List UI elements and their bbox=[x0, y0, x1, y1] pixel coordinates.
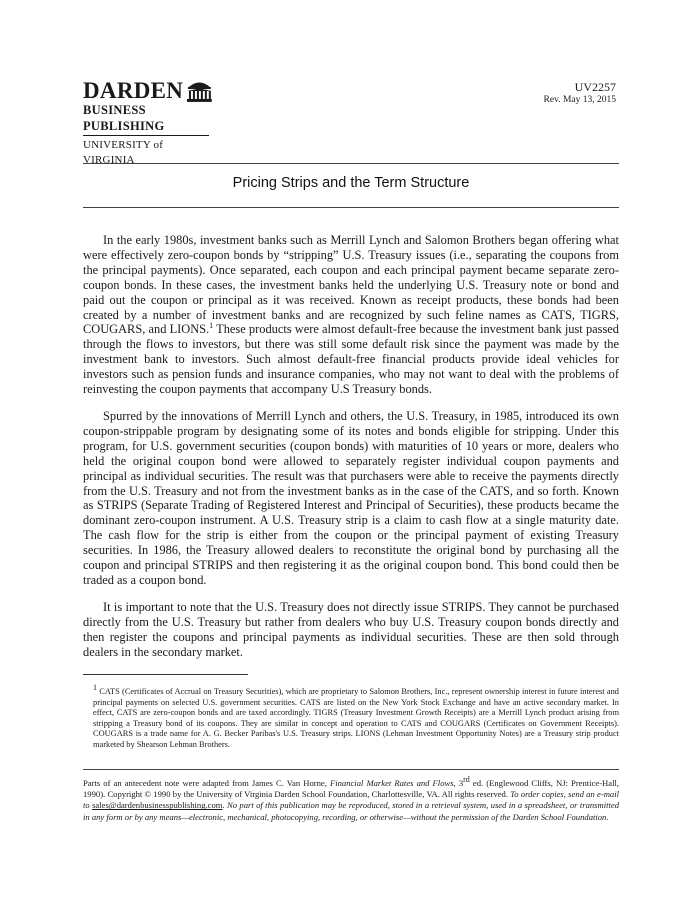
logo-business-publishing: BUSINESS PUBLISHING bbox=[83, 102, 209, 136]
paragraph-2: Spurred by the innovations of Merrill Lynch and others, the U.S. Treasury, in 1985, introduced its own coupon-strippable program by designating some of its notes and bonds eligible for stripping. Under this program, for U.S. government securities (coupon bonds) with maturities of 10 years or more, dealers who held the original coupon bond were allowed to separately register individual coupon payments and principal as individual securities. The result was that purchasers were able to receive the payments directly from the U.S. Treasury and not from the investment banks as in the case of the CATS, and so forth. Known as STRIPS (Separate Trading of Registered Interest and Principal of Securities), these products became the dominant zero-coupon instrument. A U.S. Treasury strip is a claim to cash flow at a single maturity date. The cash flow for the strip is either from the coupon or the principal payment of existing Treasury securities. In 1986, the Treasury allowed dealers to reconstitute the original bond by purchasing all the coupon and principal STRIPS and then registering it as the original coupon bond. This bond could then be traded as a coupon bond. bbox=[83, 408, 619, 587]
copyright-notice: Parts of an antecedent note were adapted from James C. Van Horne, Financial Market Rates and Flows, 3rd ed. (Englewood Cliffs, NJ: Prentice-Hall, 1990). Copyright © 1990 by the University of Virginia Darden School Foundation, Charlottesville, VA. All rights reserved. To order copies, send an e-mail to sales@dardenbusinesspublishing.com. No part of this publication may be reproduced, stored in a retrieval system, used in a spreadsheet, or transmitted in any form or by any means—electronic, mechanical, photocopying, recording, or otherwise—without the permission of the Darden School Foundation. bbox=[83, 775, 619, 822]
title-rule-top bbox=[83, 163, 619, 164]
footnote bbox=[83, 683, 619, 751]
logo-darden-text: DARDEN bbox=[83, 78, 184, 103]
title-rule-bottom bbox=[83, 207, 619, 208]
document-number: UV2257 bbox=[574, 80, 616, 94]
rights-notice: No part of this publication may be reproduced, stored in a retrieval system, used in a spreadsheet, or transmitted in any form or by any means—electronic, mechanical, photocopying, recording, or otherwise—without the permission of the Darden School Foundation. bbox=[83, 800, 619, 822]
darden-logo bbox=[83, 78, 213, 168]
document-info bbox=[544, 81, 616, 107]
logo-university: UNIVERSITY of VIRGINIA bbox=[83, 139, 164, 166]
footnote-separator bbox=[83, 674, 248, 675]
footnote-mark: 1 bbox=[93, 683, 97, 693]
paragraph-3: It is important to note that the U.S. Treasury does not directly issue STRIPS. They cannot be purchased directly from the U.S. Treasury but rather from dealers who buy U.S. Treasury coupon bonds directly and then register the coupons and principal payments as individual securities. These are then sold through dealers in the secondary market. bbox=[83, 599, 619, 659]
copyright-rule bbox=[83, 769, 619, 770]
footnote-ref: 1 bbox=[209, 321, 214, 331]
revision-date: Rev. May 13, 2015 bbox=[543, 95, 616, 105]
footnote-text: CATS (Certificates of Accrual on Treasury Securities), which are proprietary to Salomon Brothers, Inc., represent ownership interest in future interest and principal payments on selected U.S. government securities. CATS are listed on the New York Stock Exchange and have an active secondary market. In effect, CATS are zero-coupon bonds and are taxed accordingly. TIGRS (Treasury Investment Growth Receipts) are a Merrill Lynch product arising from stripping a Treasury bond of its coupons. They are similar in concept and operation to CATS and COUGARS (Certificates on Government Receipts). COUGARS is a trade name for A. G. Becker Paribas's U.S. Treasury strips. LIONS (Lehman Investment Opportunity Notes) are a Treasury strip product marketed by Shearson Lehman Brothers. bbox=[93, 687, 619, 749]
rotunda-icon bbox=[186, 78, 213, 102]
body-text bbox=[83, 233, 619, 671]
paragraph-1: In the early 1980s, investment banks such as Merrill Lynch and Salomon Brothers began offering what were effectively zero-coupon bonds by “stripping” U.S. Treasury issues (i.e., separating the coupons from the principal payments). Once separated, each coupon and each principal payment became separate zero-coupon bonds. In these cases, the investment banks held the underlying U.S. Treasury note or bond and paid out the coupon or principal as it was received. Known as receipt products, these bonds had been created by a number of investment banks and are recognized by such feline names as CATS, TIGRS, COUGARS, and LIONS.$^1$ These products were almost default-free because the investment bank just passed through the flows to investors, but there was still some default risk since the payment was made by the investment bank to investors. Such almost default-free financial products provide ideal vehicles for investors such as pension funds and insurance companies, who may not want to deal with the problems of reinvesting the coupon payments that accompany U.S Treasury bonds. bbox=[83, 233, 619, 397]
sales-email-link[interactable]: sales@dardenbusinesspublishing.com bbox=[92, 800, 223, 811]
document-title: Pricing Strips and the Term Structure bbox=[232, 175, 470, 191]
book-title: Financial Market Rates and Flows bbox=[329, 778, 454, 788]
